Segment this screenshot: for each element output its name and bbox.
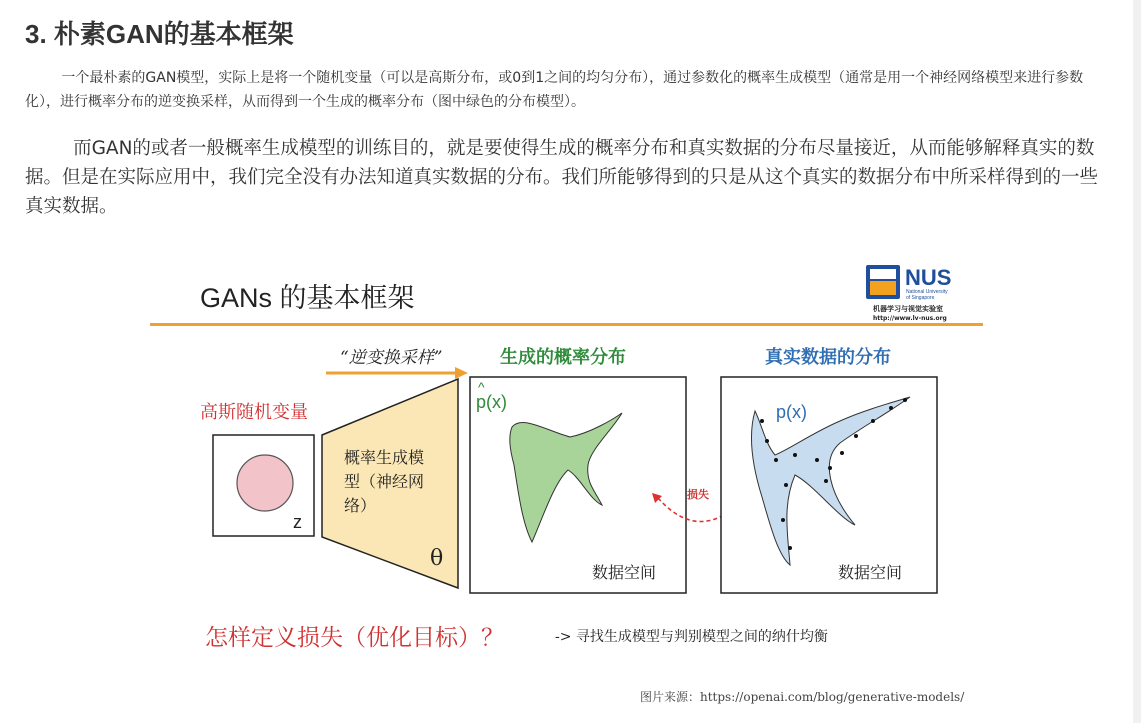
title-rule xyxy=(150,323,983,326)
data-space-left-label: 数据空间 xyxy=(592,563,657,582)
theta-label: θ xyxy=(430,546,444,571)
page-scrollbar[interactable] xyxy=(1133,0,1141,723)
answer-label: -> 寻找生成模型与判别模型之间的纳什均衡 xyxy=(555,629,828,645)
nus-lab-url: http://www.lv-nus.org xyxy=(873,315,947,322)
nus-logo-name: NUS xyxy=(905,265,952,290)
model-label-line3: 络） xyxy=(344,496,377,515)
inverse-sampling-label: “逆变换采样” xyxy=(340,348,443,368)
paragraph-2: 而GAN的或者一般概率生成模型的训练目的，就是要使得生成的概率分布和真实数据的分布尽量接近，从而能够解释真实的数据。但是在实际应用中，我们完全没有办法知道真实数据的分布。我们所能够得到的只是从这个真实的数据分布中所采样得到的一些真实数据。 xyxy=(25,138,1099,217)
z-label: z xyxy=(293,512,302,532)
gaussian-label: 高斯随机变量 xyxy=(200,402,308,423)
nus-logo xyxy=(866,265,951,322)
p-hat-label: p(x) xyxy=(476,392,507,412)
nus-logo-sub2: of Singapore xyxy=(906,295,935,301)
slide-title: GANs 的基本框架 xyxy=(200,283,415,313)
loss-label: 损失 xyxy=(687,488,709,501)
gaussian-circle-icon xyxy=(237,455,293,511)
data-space-right-label: 数据空间 xyxy=(838,563,903,582)
paragraph-1: 一个最朴素的GAN模型，实际上是将一个随机变量（可以是高斯分布，或0到1之间的均匀分布），通过参数化的概率生成模型（通常是用一个神经网络模型来进行参数化），进行概率分布的逆变换采样，从而得到一个生成的概率分布（图中绿色的分布模型）。 xyxy=(25,70,1084,110)
question-label: 怎样定义损失（优化目标）？ xyxy=(205,625,504,651)
figure-caption: 图片来源：https://openai.com/blog/generative-models/ xyxy=(640,690,965,704)
model-label-line2: 型（神经网 xyxy=(344,472,425,491)
real-distribution-label: 真实数据的分布 xyxy=(765,347,891,368)
gan-framework-figure xyxy=(150,255,990,715)
p-hat-caret-icon: ^ xyxy=(478,379,485,395)
nus-lab-name: 机器学习与视觉实验室 xyxy=(873,305,943,313)
section-title: 3. 朴素GAN的基本框架 xyxy=(25,19,294,49)
inverse-sampling-arrow-icon xyxy=(326,367,468,379)
p-label: p(x) xyxy=(776,402,807,422)
nus-logo-sub1: National University xyxy=(906,289,948,295)
model-label-line1: 概率生成模 xyxy=(344,448,425,467)
generated-distribution-label: 生成的概率分布 xyxy=(500,347,626,368)
